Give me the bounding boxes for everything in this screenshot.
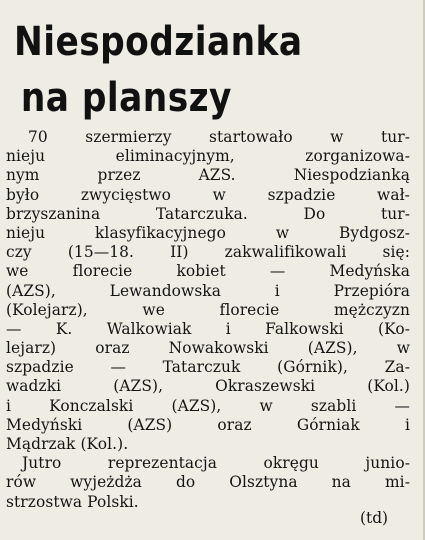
article-line: (Kolejarz), we florecie mężczyzn [6,300,410,319]
article-line: lejarz) oraz Nowakowski (AZS), w [6,339,410,358]
article-line: — K. Walkowiak i Falkowski (Ko- [6,319,410,338]
article-line: (AZS), Lewandowska i Przepióra [6,281,410,300]
article-line: i Konczalski (AZS), w szabli — [6,396,410,415]
article-line: nym przez AZS. Niespodzianką [6,166,410,185]
article-line: wadzki (AZS), Okraszewski (Kol.) [6,377,410,396]
article-line: rów wyjeżdża do Olsztyna na mi- [6,473,410,492]
headline-line-2: na planszy [20,75,232,121]
article-line: we florecie kobiet — Medyńska [6,262,410,281]
article-line: brzyszanina Tatarczuka. Do tur- [6,204,410,223]
headline-line-1: Niespodzianka [14,19,303,65]
article-line: czy (15—18. II) zakwalifikowali się: [6,243,410,262]
author-signature: (td) [360,509,389,527]
article-line: szpadzie — Tatarczuk (Górnik), Za- [6,358,410,377]
article-line: było zwycięstwo w szpadzie wał- [6,185,410,204]
article-line: Jutro reprezentacja okręgu junio- [22,454,410,473]
article-line: 70 szermierzy startowało w tur- [28,128,410,146]
headline [14,14,302,126]
article-line: strzostwa Polski. [6,492,139,511]
article-body [6,128,425,512]
article-line: Medyński (AZS) oraz Górniak i [6,415,410,434]
article-line: Mądrzak (Kol.). [6,435,129,453]
article-line: nieju klasyfikacyjnego w Bydgosz- [6,223,410,242]
article-line: nieju eliminacyjnym, zorganizowa- [6,147,410,166]
